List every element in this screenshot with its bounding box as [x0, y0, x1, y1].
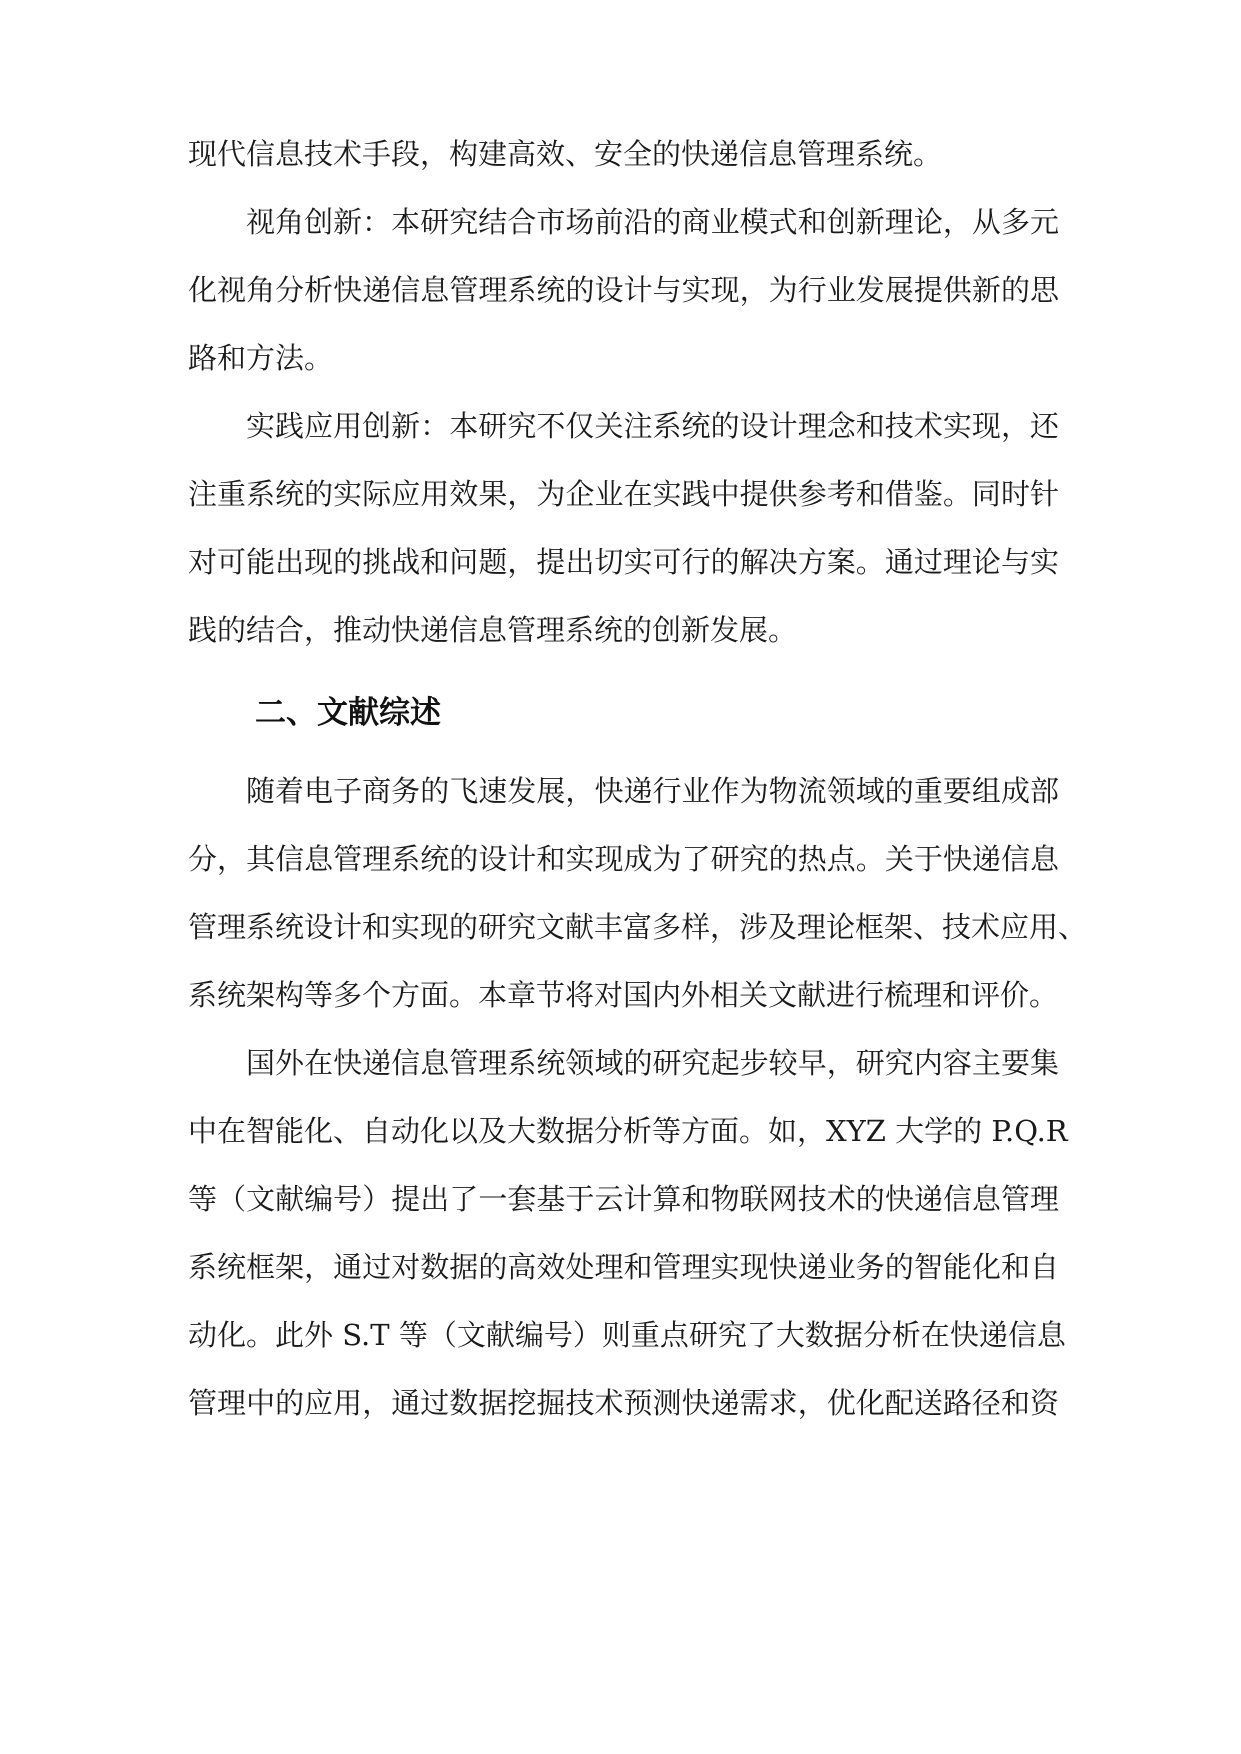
paragraph-5-line-3: 等（文献编号）提出了一套基于云计算和物联网技术的快递信息管理: [188, 1182, 1059, 1216]
paragraph-2-line-1: 视角创新：本研究结合市场前沿的商业模式和创新理论，从多元: [246, 205, 1059, 239]
paragraph-4-line-2: 分，其信息管理系统的设计和实现成为了研究的热点。关于快递信息: [188, 842, 1059, 876]
paragraph-4-line-4: 系统架构等多个方面。本章节将对国内外相关文献进行梳理和评价。: [188, 978, 1059, 1012]
paragraph-3-line-2: 注重系统的实际应用效果，为企业在实践中提供参考和借鉴。同时针: [188, 477, 1059, 511]
paragraph-5-line-4: 系统框架，通过对数据的高效处理和管理实现快递业务的智能化和自: [188, 1250, 1059, 1284]
paragraph-3-line-3: 对可能出现的挑战和问题，提出切实可行的解决方案。通过理论与实: [188, 545, 1059, 579]
paragraph-3-line-4: 践的结合，推动快递信息管理系统的创新发展。: [188, 613, 798, 647]
paragraph-5-line-1: 国外在快递信息管理系统领域的研究起步较早，研究内容主要集: [246, 1046, 1059, 1080]
paragraph-2-line-3: 路和方法。: [188, 341, 334, 375]
section-heading: 二、文献综述: [255, 695, 441, 731]
paragraph-4-line-3: 管理系统设计和实现的研究文献丰富多样，涉及理论框架、技术应用、: [188, 910, 1088, 944]
paragraph-3-line-1: 实践应用创新：本研究不仅关注系统的设计理念和技术实现，还: [246, 409, 1059, 443]
paragraph-5-line-6: 管理中的应用，通过数据挖掘技术预测快递需求，优化配送路径和资: [188, 1386, 1059, 1420]
paragraph-5-line-5: 动化。此外 S.T 等（文献编号）则重点研究了大数据分析在快递信息: [188, 1318, 1066, 1352]
paragraph-1-line-1: 现代信息技术手段，构建高效、安全的快递信息管理系统。: [188, 137, 943, 171]
paragraph-2-line-2: 化视角分析快递信息管理系统的设计与实现，为行业发展提供新的思: [188, 273, 1059, 307]
paragraph-4-line-1: 随着电子商务的飞速发展，快递行业作为物流领域的重要组成部: [246, 774, 1059, 808]
paragraph-5-line-2: 中在智能化、自动化以及大数据分析等方面。如，XYZ 大学的 P.Q.R: [188, 1114, 1068, 1148]
